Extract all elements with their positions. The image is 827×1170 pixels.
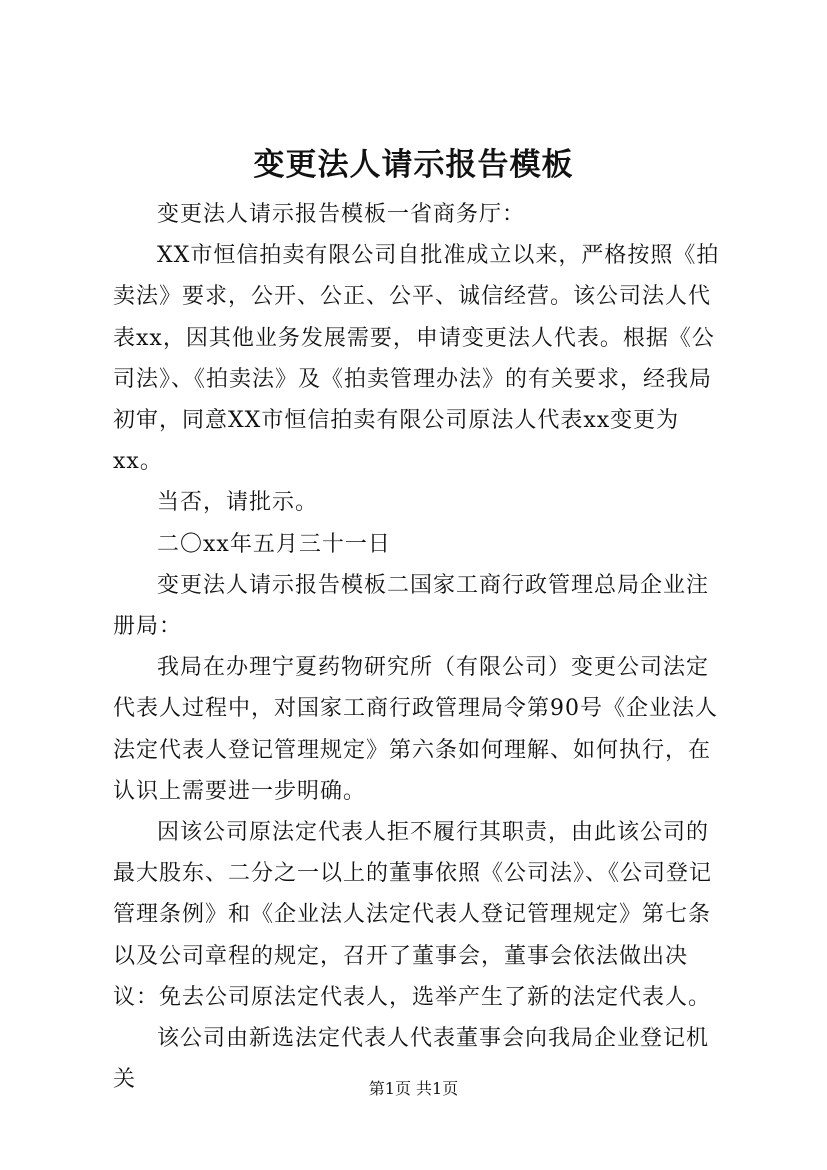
paragraph-body-4: 该公司由新选法定代表人代表董事会向我局企业登记机关 xyxy=(113,1026,710,1093)
document-body xyxy=(113,194,728,1100)
document-title: 变更法人请示报告模板 xyxy=(253,147,574,183)
paragraph-date: 二〇xx年五月三十一日 xyxy=(157,531,391,557)
page-number-footer: 第1页 共1页 xyxy=(368,1079,459,1098)
paragraph-body-2: 我局在办理宁夏药物研究所（有限公司）变更公司法定代表人过程中，对国家工商行政管理局令第90号《企业法人法定代表人登记管理规定》第六条如何理解、如何执行，在认识上需要进一步明确。 xyxy=(113,655,718,804)
paragraph-salutation-1: 变更法人请示报告模板一省商务厅： xyxy=(157,202,526,227)
paragraph-request: 当否，请批示。 xyxy=(157,490,319,516)
paragraph-salutation-2: 变更法人请示报告模板二国家工商行政管理总局企业注册局： xyxy=(113,572,710,640)
paragraph-body-1: XX市恒信拍卖有限公司自批准成立以来，严格按照《拍卖法》要求，公开、公正、公平、诚信经营。该公司法人代表xx，因其他业务发展需要，申请变更法人代表。根据《公司法》、《拍卖法》及《拍卖管理办法》的有关要求，经我局初审，同意XX市恒信拍卖有限公司原法人代表xx变更为xx。 xyxy=(113,243,720,475)
paragraph-body-3: 因该公司原法定代表人拒不履行其职责，由此该公司的最大股东、二分之一以上的董事依照《公司法》、《公司登记管理条例》和《企业法人法定代表人登记管理规定》第七条以及公司章程的规定，召开了董事会，董事会依法做出决议：免去公司原法定代表人，选举产生了新的法定代表人。 xyxy=(113,820,713,1010)
